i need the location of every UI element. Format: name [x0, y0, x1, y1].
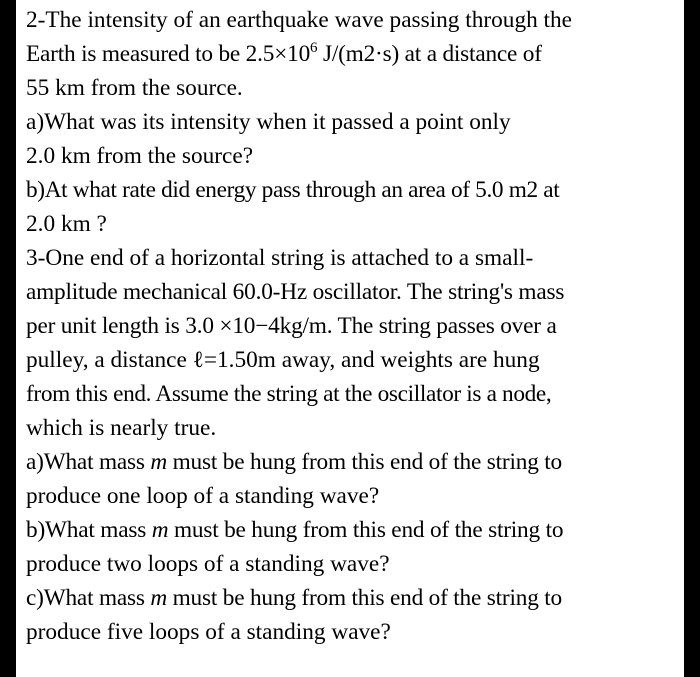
text-line: 55 km from the source.: [26, 75, 243, 101]
variable-m: m: [151, 517, 169, 543]
text-line: 2-The intensity of an earthquake wave passing through the: [26, 7, 573, 33]
text-segment: Earth is measured to be 2.5×10: [26, 41, 311, 67]
text-line: produce five loops of a standing wave?: [26, 619, 391, 645]
text-line: 2.0 km from the source?: [26, 143, 254, 169]
text-line: pulley, a distance ℓ=1.50m away, and weights are hung: [26, 347, 540, 373]
text-line: amplitude mechanical 60.0-Hz oscillator. The string's mass: [26, 279, 565, 305]
text-line: per unit length is 3.0 ×10−4kg/m. The string passes over a: [26, 313, 557, 339]
text-segment: must be hung from this end of the string to: [167, 585, 562, 611]
variable-m: m: [150, 449, 168, 475]
text-segment: a)What mass: [26, 449, 151, 475]
text-segment: b)What mass: [26, 517, 152, 543]
text-line: from this end. Assume the string at the oscillator is a node,: [26, 381, 552, 407]
text-line: produce one loop of a standing wave?: [26, 483, 380, 509]
exponent: 6: [310, 40, 318, 56]
text-segment: c)What mass: [26, 585, 151, 611]
text-line: 3-One end of a horizontal string is attached to a small-: [26, 245, 534, 271]
text-line: [26, 581, 676, 615]
text-segment: J/(m2·s) at a distance of: [317, 41, 542, 67]
text-line: [26, 37, 676, 71]
document-page: [16, 0, 684, 677]
text-line: [26, 445, 676, 479]
text-line: b)At what rate did energy pass through an area of 5.0 m2 at: [26, 177, 560, 203]
text-line: which is nearly true.: [26, 415, 217, 441]
text-segment: must be hung from this end of the string to: [167, 449, 562, 475]
text-line: 2.0 km ?: [26, 211, 107, 237]
variable-m: m: [150, 585, 168, 611]
text-segment: must be hung from this end of the string to: [168, 517, 564, 543]
text-line: a)What was its intensity when it passed a point only: [26, 109, 511, 135]
text-line: [26, 513, 676, 547]
text-line: produce two loops of a standing wave?: [26, 551, 390, 577]
problem-text: [26, 0, 676, 649]
